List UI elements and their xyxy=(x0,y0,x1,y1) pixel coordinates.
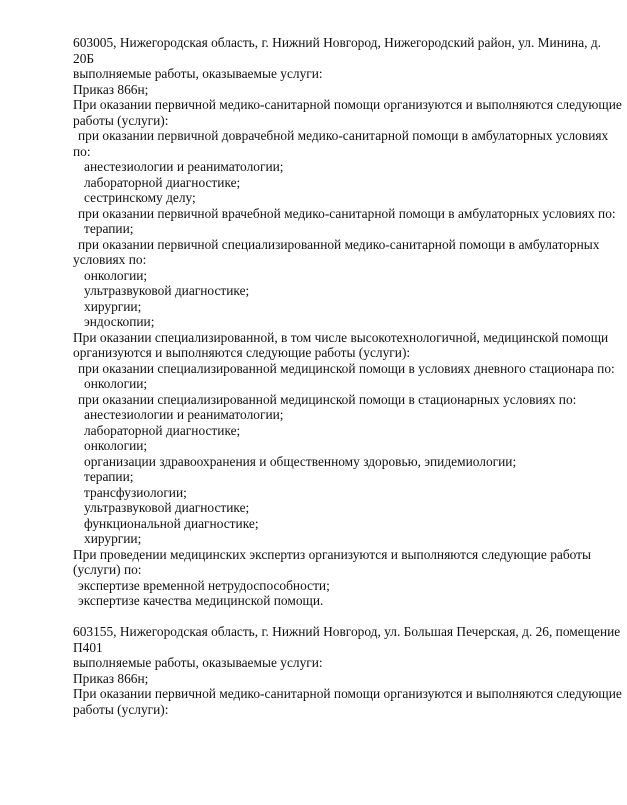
text-line: онкологии; xyxy=(84,438,148,453)
address-block xyxy=(73,35,622,609)
text-line: онкологии; xyxy=(84,267,148,283)
text-line: При проведении медицинских экспертиз организуются и выполняются следующие работы xyxy=(73,546,592,562)
text-line: выполняемые работы, оказываемые услуги: xyxy=(73,655,323,670)
text-line: хирургии; xyxy=(84,531,142,546)
text-line: ультразвуковой диагностике; xyxy=(84,283,250,298)
text-line: онкологии; xyxy=(84,376,148,391)
text-line: П401 xyxy=(73,639,103,655)
text-line: лабораторной диагностике; xyxy=(84,422,241,438)
document-page xyxy=(73,35,622,733)
text-line: при оказании первичной доврачебной медико-санитарной помощи в амбулаторных условиях xyxy=(78,128,609,143)
text-line: по: xyxy=(73,143,91,159)
text-line: работы (услуги): xyxy=(73,112,169,128)
text-line: При оказании специализированной, в том числе высокотехнологичной, медицинской помощи xyxy=(73,329,609,345)
text-line: терапии; xyxy=(84,469,134,484)
text-line: ультразвуковой диагностике; xyxy=(84,500,250,515)
text-line: анестезиологии и реаниматологии; xyxy=(84,159,284,174)
text-line: условиях по: xyxy=(73,252,147,267)
text-line: 20Б xyxy=(73,50,95,66)
address-block xyxy=(73,624,622,717)
text-line: 603005, Нижегородская область, г. Нижний Новгород, Нижегородский район, ул. Минина, д. xyxy=(73,35,602,50)
text-line: при оказании специализированной медицинской помощи в условиях дневного стационара по: xyxy=(78,360,615,376)
text-line: (услуги) по: xyxy=(73,562,142,577)
text-line: Приказ 866н; xyxy=(73,670,149,686)
text-line: анестезиологии и реаниматологии; xyxy=(84,407,284,422)
text-line: лабораторной диагностике; xyxy=(84,174,241,190)
text-line: терапии; xyxy=(84,221,134,236)
text-line: хирургии; xyxy=(84,298,142,314)
text-line: организации здравоохранения и общественному здоровью, эпидемиологии; xyxy=(84,453,517,469)
text-line: экспертизе качества медицинской помощи. xyxy=(78,593,324,608)
text-line: выполняемые работы, оказываемые услуги: xyxy=(73,66,323,81)
text-line: работы (услуги): xyxy=(73,701,169,717)
text-line: При оказании первичной медико-санитарной помощи организуются и выполняются следующие xyxy=(73,686,622,701)
text-line: функциональной диагностике; xyxy=(84,515,259,531)
text-line: эндоскопии; xyxy=(84,314,155,329)
text-line: организуются и выполняются следующие работы (услуги): xyxy=(73,345,411,360)
text-line: При оказании первичной медико-санитарной помощи организуются и выполняются следующие xyxy=(73,97,622,112)
text-line: сестринскому делу; xyxy=(84,190,196,205)
text-line: при оказании специализированной медицинской помощи в стационарных условиях по: xyxy=(78,391,577,407)
text-line: экспертизе временной нетрудоспособности; xyxy=(78,577,330,593)
text-line: Приказ 866н; xyxy=(73,81,149,97)
text-line: при оказании первичной врачебной медико-санитарной помощи в амбулаторных условиях по: xyxy=(78,205,616,221)
text-line: трансфузиологии; xyxy=(84,484,187,500)
text-line: 603155, Нижегородская область, г. Нижний Новгород, ул. Большая Печерская, д. 26, помещение xyxy=(73,624,621,639)
text-line: при оказании первичной специализированной медико-санитарной помощи в амбулаторных xyxy=(78,236,600,252)
